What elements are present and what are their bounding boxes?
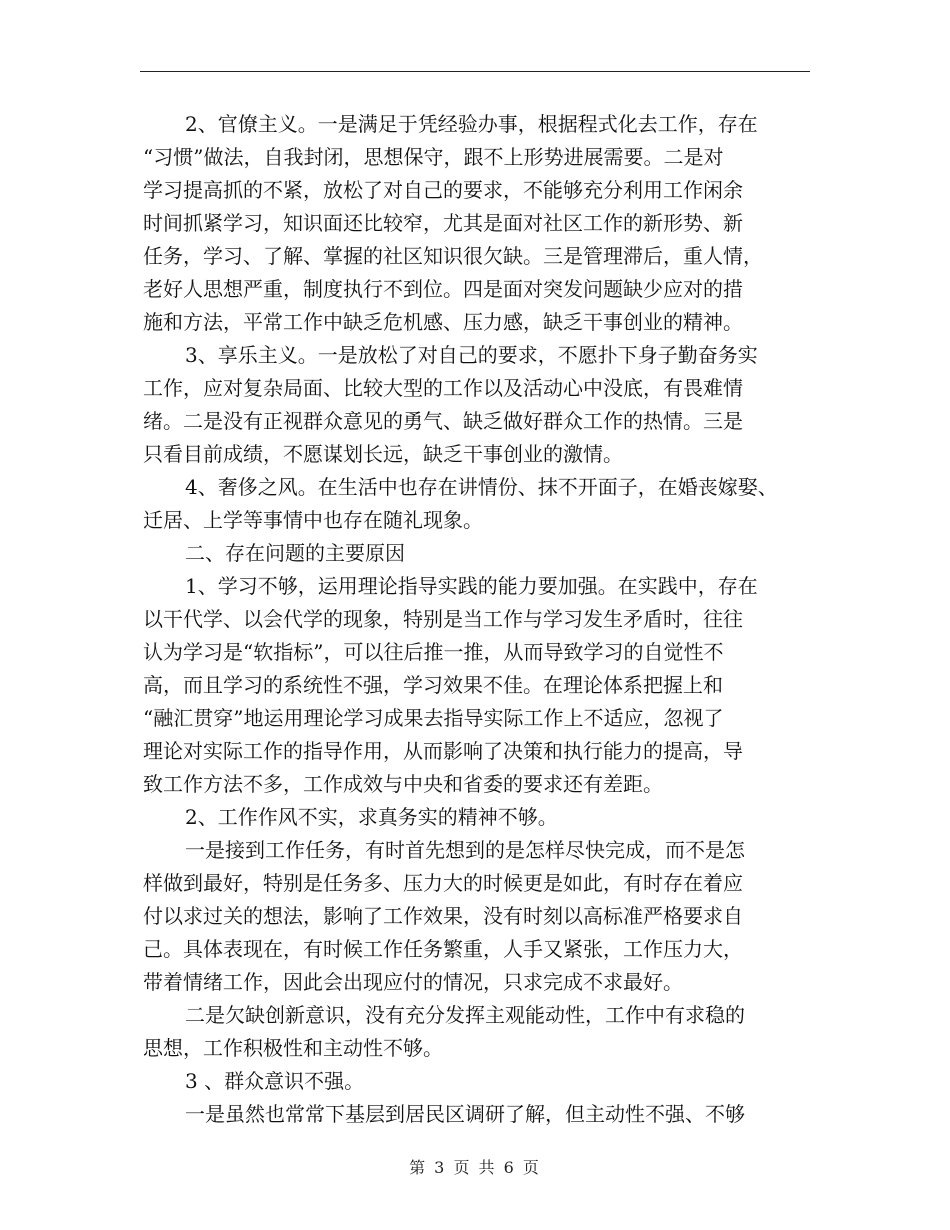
paragraph-line: 2、官僚主义。一是满足于凭经验办事，根据程式化去工作，存在 <box>185 112 758 136</box>
paragraph-line: 绪。二是没有正视群众意见的勇气、缺乏做好群众工作的热情。三是 <box>143 409 743 433</box>
header-rule <box>140 71 810 72</box>
paragraph-line: 3 、群众意识不强。 <box>185 1069 365 1093</box>
paragraph-line: “习惯”做法，自我封闭，思想保守，跟不上形势进展需要。二是对 <box>143 145 724 169</box>
paragraph-line: 高，而且学习的系统性不强，学习效果不佳。在理论体系把握上和 <box>143 673 723 697</box>
paragraph-line: 思想，工作积极性和主动性不够。 <box>143 1036 443 1060</box>
page-number-footer: 第 3 页 共 6 页 <box>409 1158 541 1177</box>
paragraph-line: 一是虽然也常常下基层到居民区调研了解，但主动性不强、不够 <box>185 1102 745 1126</box>
paragraph-line: 带着情绪工作，因此会出现应付的情况，只求完成不求最好。 <box>143 970 683 994</box>
paragraph-line: 任务，学习、了解、掌握的社区知识很欠缺。三是管理滞后，重人情， <box>143 244 763 268</box>
paragraph-line: 己。具体表现在，有时候工作任务繁重，人手又紧张，工作压力大， <box>143 937 743 961</box>
paragraph-line: “融汇贯穿”地运用理论学习成果去指导实际工作上不适应，忽视了 <box>143 706 724 730</box>
paragraph-line: 认为学习是“软指标”，可以往后推一推，从而导致学习的自觉性不 <box>143 640 724 664</box>
paragraph-line: 工作，应对复杂局面、比较大型的工作以及活动心中没底，有畏难情 <box>143 376 743 400</box>
paragraph-line: 付以求过关的想法，影响了工作效果，没有时刻以高标准严格要求自 <box>143 904 743 928</box>
paragraph-line: 致工作方法不多，工作成效与中央和省委的要求还有差距。 <box>143 772 663 796</box>
paragraph-line: 施和方法，平常工作中缺乏危机感、压力感，缺乏干事创业的精神。 <box>143 310 743 334</box>
paragraph-line: 一是接到工作任务，有时首先想到的是怎样尽快完成，而不是怎 <box>185 838 745 862</box>
paragraph-line: 1、学习不够，运用理论指导实践的能力要加强。在实践中，存在 <box>185 574 758 598</box>
paragraph-line: 理论对实际工作的指导作用，从而影响了决策和执行能力的提高，导 <box>143 739 743 763</box>
paragraph-line: 二是欠缺创新意识，没有充分发挥主观能动性，工作中有求稳的 <box>185 1003 745 1027</box>
paragraph-line: 样做到最好，特别是任务多、压力大的时候更是如此，有时存在着应 <box>143 871 743 895</box>
document-body <box>143 108 815 1131</box>
paragraph-line: 迁居、上学等事情中也存在随礼现象。 <box>143 508 483 532</box>
section-heading: 二、存在问题的主要原因 <box>185 541 405 565</box>
paragraph-line: 2、工作作风不实，求真务实的精神不够。 <box>185 805 558 829</box>
paragraph-line: 时间抓紧学习，知识面还比较窄，尤其是面对社区工作的新形势、新 <box>143 211 743 235</box>
paragraph-line: 以干代学、以会代学的现象，特别是当工作与学习发生矛盾时，往往 <box>143 607 743 631</box>
paragraph-line: 4、奢侈之风。在生活中也存在讲情份、抹不开面子，在婚丧嫁娶、 <box>185 475 778 499</box>
paragraph-line: 只看目前成绩，不愿谋划长远，缺乏干事创业的激情。 <box>143 442 623 466</box>
paragraph-line: 学习提高抓的不紧，放松了对自己的要求，不能够充分利用工作闲余 <box>143 178 743 202</box>
paragraph-line: 3、享乐主义。一是放松了对自己的要求，不愿扑下身子勤奋务实 <box>185 343 758 367</box>
paragraph-line: 老好人思想严重，制度执行不到位。四是面对突发问题缺少应对的措 <box>143 277 743 301</box>
